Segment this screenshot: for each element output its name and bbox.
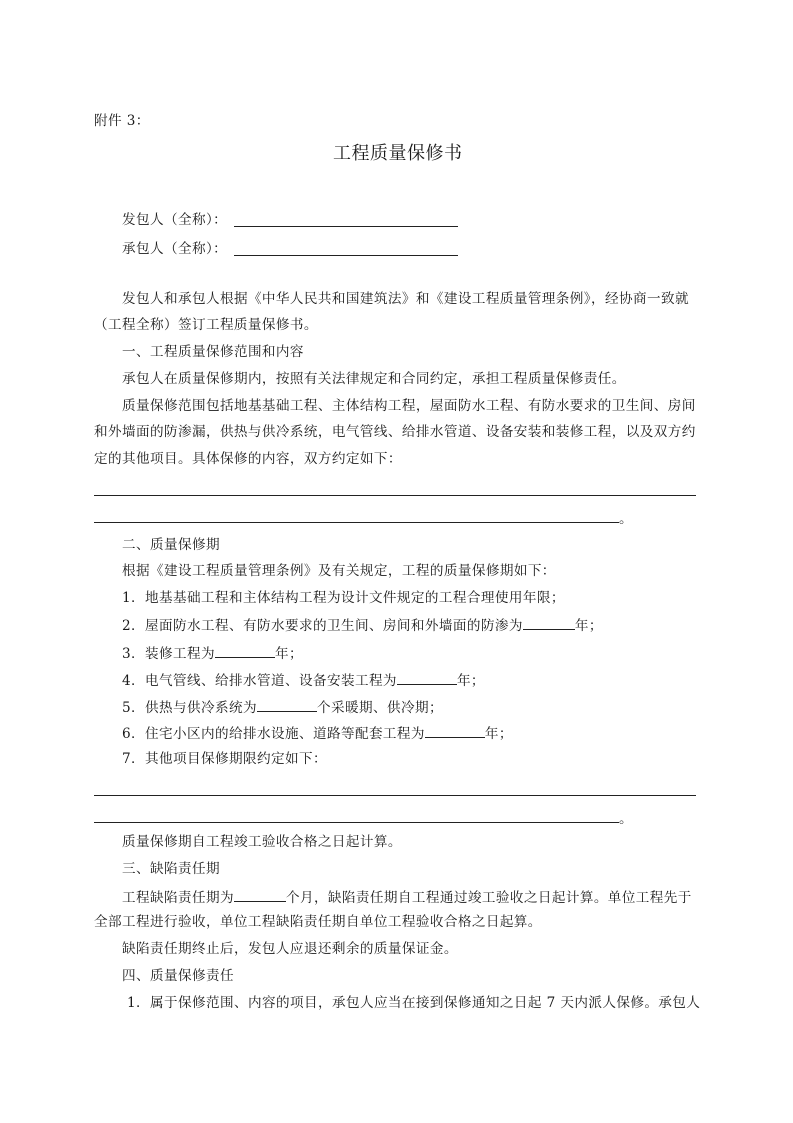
- section2-intro: 根据《建设工程质量管理条例》及有关规定，工程的质量保修期如下：: [122, 563, 556, 579]
- item5-unit: 个采暖期、供冷期；: [317, 700, 443, 716]
- section1-paragraph-1: 承包人在质量保修期内，按照有关法律规定和合同约定，承担工程质量保修责任。: [122, 371, 626, 387]
- item2-years-field[interactable]: [523, 615, 575, 630]
- other-items-field-line-1[interactable]: [94, 795, 696, 796]
- warranty-content-period: 。: [619, 511, 633, 527]
- attachment-label: 附件 3：: [94, 113, 150, 129]
- warranty-start-note: 质量保修期自工程竣工验收合格之日起计算。: [122, 834, 402, 850]
- section1-paragraph-2-line-1: 质量保修范围包括地基基础工程、主体结构工程，屋面防水工程、有防水要求的卫生间、房间: [122, 398, 696, 414]
- intro-line-1: 发包人和承包人根据《中华人民共和国建筑法》和《建设工程质量管理条例》，经协商一致就: [122, 291, 689, 307]
- section2-item-7: 7．其他项目保修期限约定如下：: [122, 751, 327, 767]
- item6-years-field[interactable]: [425, 723, 485, 738]
- contractor-name-field[interactable]: [234, 255, 458, 256]
- employer-name-field[interactable]: [234, 226, 458, 227]
- item2-text: 2．屋面防水工程、有防水要求的卫生间、房间和外墙面的防渗为: [122, 618, 523, 634]
- intro-line-2: （工程全称）签订工程质量保修书。: [94, 317, 318, 333]
- section2-item-2: [122, 615, 603, 635]
- section3-paragraph-1-line-1: [122, 887, 692, 907]
- employer-label: 发包人（全称）：: [122, 212, 228, 228]
- section2-item-6: [122, 723, 513, 743]
- item3-unit: 年；: [275, 646, 304, 662]
- section4-heading: 四、质量保修责任: [122, 968, 234, 984]
- section3-paragraph-2: 缺陷责任期终止后，发包人应退还剩余的质量保证金。: [122, 941, 458, 957]
- item6-unit: 年；: [484, 726, 513, 742]
- defect-period-months-field[interactable]: [234, 887, 286, 902]
- contractor-label: 承包人（全称）：: [122, 241, 228, 257]
- item5-periods-field[interactable]: [257, 697, 317, 712]
- other-items-field-line-2[interactable]: [94, 822, 619, 823]
- section2-item-3: [122, 643, 303, 663]
- item6-text: 6．住宅小区内的给排水设施、道路等配套工程为: [122, 726, 425, 742]
- section1-paragraph-2-line-3: 定的其他项目。具体保修的内容，双方约定如下：: [94, 451, 402, 467]
- defect-period-text: 工程缺陷责任期为: [122, 890, 234, 906]
- item2-unit: 年；: [574, 618, 603, 634]
- section2-item-4: [122, 670, 485, 690]
- section2-item-1: 1．地基基础工程和主体结构工程为设计文件规定的工程合理使用年限；: [122, 590, 565, 606]
- other-items-period: 。: [619, 811, 633, 827]
- section4-item-1: 1．属于保修范围、内容的项目，承包人应当在接到保修通知之日起 7 天内派人保修。承包人: [127, 995, 701, 1011]
- section1-paragraph-2-line-2: 和外墙面的防渗漏，供热与供冷系统，电气管线、给排水管道、设备安装和装修工程，以及双方约: [94, 424, 696, 440]
- item4-text: 4．电气管线、给排水管道、设备安装工程为: [122, 673, 397, 689]
- section3-paragraph-1-line-2: 全部工程进行验收，单位工程缺陷责任期自单位工程验收合格之日起算。: [94, 914, 542, 930]
- document-title: 工程质量保修书: [333, 143, 463, 164]
- item4-unit: 年；: [456, 673, 485, 689]
- defect-period-rest: 个月，缺陷责任期自工程通过竣工验收之日起计算。单位工程先于: [285, 890, 692, 906]
- item5-text: 5．供热与供冷系统为: [122, 700, 257, 716]
- section2-item-5: [122, 697, 443, 717]
- section2-heading: 二、质量保修期: [122, 537, 220, 553]
- item3-text: 3．装修工程为: [122, 646, 216, 662]
- item4-years-field[interactable]: [397, 670, 457, 685]
- warranty-content-field-line-2[interactable]: [94, 522, 619, 523]
- section1-heading: 一、工程质量保修范围和内容: [122, 344, 304, 360]
- section3-heading: 三、缺陷责任期: [122, 861, 220, 877]
- warranty-content-field-line-1[interactable]: [94, 495, 696, 496]
- item3-years-field[interactable]: [215, 643, 275, 658]
